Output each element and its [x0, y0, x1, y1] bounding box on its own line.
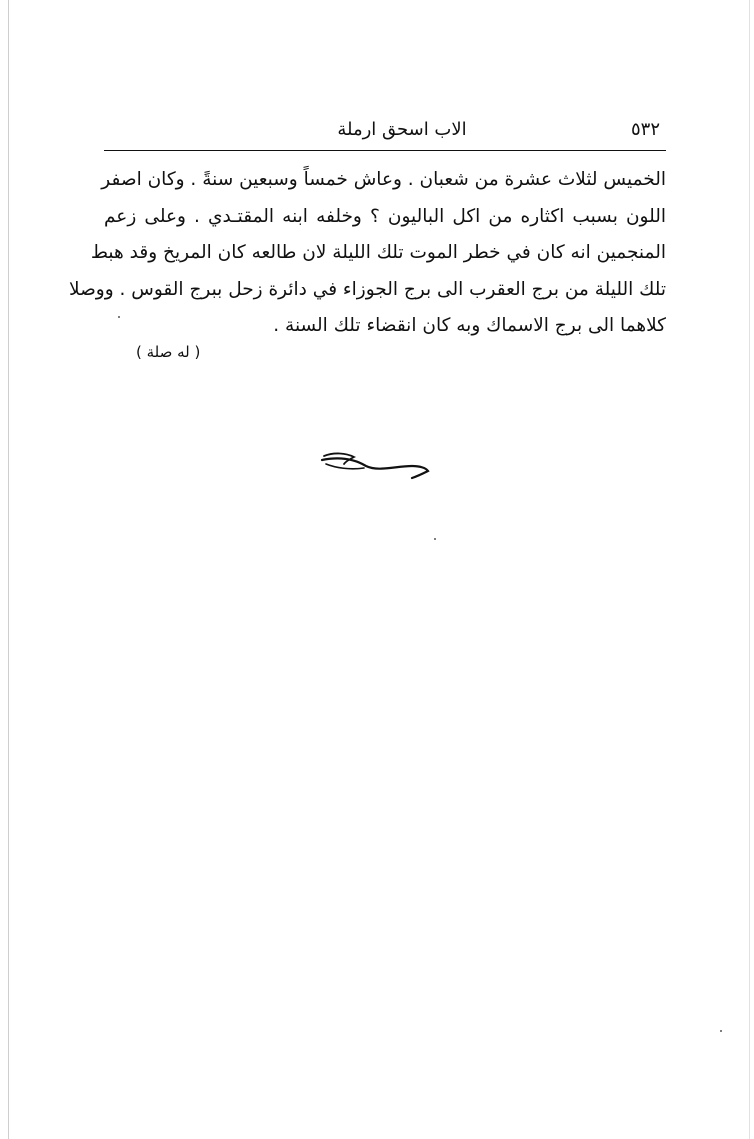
continuation-note: ( له صلة ): [136, 343, 201, 361]
body-text: [69, 162, 666, 345]
text-line-2: اللون بسبب اكثاره من اكل الباليون ؟ وخلفه ابنه المقتـدي . وعلى زعم: [104, 205, 666, 227]
header-title: الاب اسحق ارملة: [337, 119, 467, 140]
header-rule: [104, 150, 666, 151]
running-header: [104, 116, 660, 144]
speck: [434, 538, 436, 540]
text-line-3: المنجمين انه كان في خطر الموت تلك الليلة لان طالعه كان المريخ وقد هبط: [90, 242, 666, 263]
page-left-edge: [8, 0, 9, 1139]
speck: [118, 316, 120, 318]
text-line-1: الخميس لثلاث عشرة من شعبان . وعاش خمساً وسبعين سنةً . وكان اصفر: [101, 169, 666, 190]
page-right-edge: [749, 0, 750, 1139]
end-ornament: [316, 446, 432, 482]
ornament-stroke-lower: [326, 464, 364, 469]
page-number: ٥٣٢: [630, 119, 660, 140]
text-line-4: تلك الليلة من برج العقرب الى برج الجوزاء في دائرة زحل ببرج القوس . ووصلا: [69, 278, 666, 300]
speck: [720, 1030, 722, 1032]
text-line-5: كلاهما الى برج الاسماك وبه كان انقضاء تلك السنة .: [273, 315, 666, 336]
